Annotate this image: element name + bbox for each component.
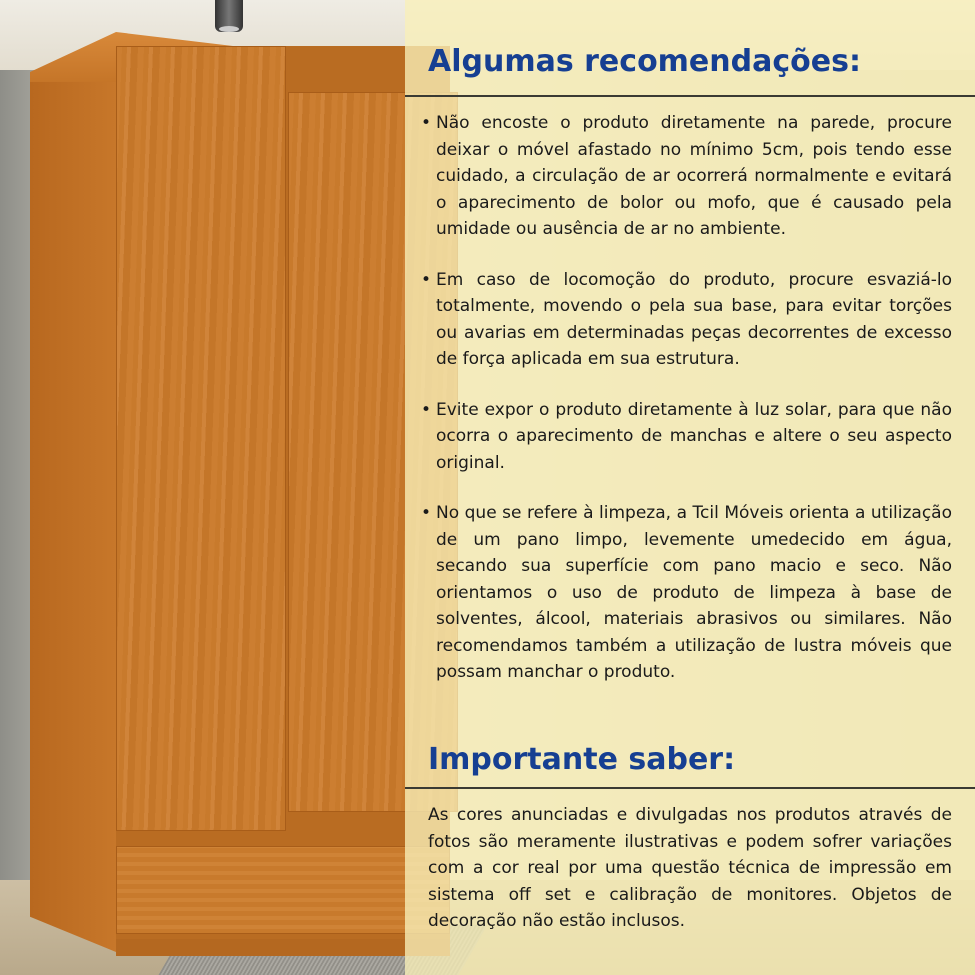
list-item: • Não encoste o produto diretamente na parede, procure deixar o móvel afastado no mínimo 5cm, pois tendo esse cuidado, a circulação de ar ocorrerá normalmente e evitará o aparecimento de bolor ou mofo, que é causado pela umidade ou ausência de ar no ambiente. <box>420 110 952 243</box>
divider-bottom <box>405 787 975 789</box>
recommendations-list <box>420 110 952 686</box>
wardrobe-drawer <box>116 846 450 934</box>
recommendations-heading: Algumas recomendações: <box>428 44 861 79</box>
important-heading: Importante saber: <box>428 742 736 777</box>
list-item: • Em caso de locomoção do produto, procure esvaziá-lo totalmente, movendo o pela sua base, para evitar torções ou avarias em determinadas peças decorrentes de excesso de força aplicada em sua estrutura. <box>420 267 952 373</box>
divider-top <box>405 95 975 97</box>
wardrobe-door-left <box>116 46 286 831</box>
wardrobe-side <box>30 72 116 952</box>
wardrobe-base <box>116 939 450 956</box>
list-item: • Evite expor o produto diretamente à luz solar, para que não ocorra o aparecimento de manchas e altere o seu aspecto original. <box>420 397 952 477</box>
important-text: As cores anunciadas e divulgadas nos produtos através de fotos são meramente ilustrativas e podem sofrer variações com a cor real por uma questão técnica de impressão em sistema off set e calibração de monitores. Objetos de decoração não estão inclusos. <box>428 805 952 931</box>
list-item: • No que se refere à limpeza, a Tcil Móveis orienta a utilização de um pano limpo, levemente umedecido em água, secando sua superfície com pano macio e seco. Não orientamos o uso de produto de limpeza à base de solventes, álcool, materiais abrasivos ou similares. Não recomendamos também a utilização de lustra móveis que possam manchar o produto. <box>420 500 952 686</box>
wardrobe <box>30 32 450 957</box>
ceiling-lamp <box>215 0 243 32</box>
wardrobe-front <box>116 46 450 956</box>
